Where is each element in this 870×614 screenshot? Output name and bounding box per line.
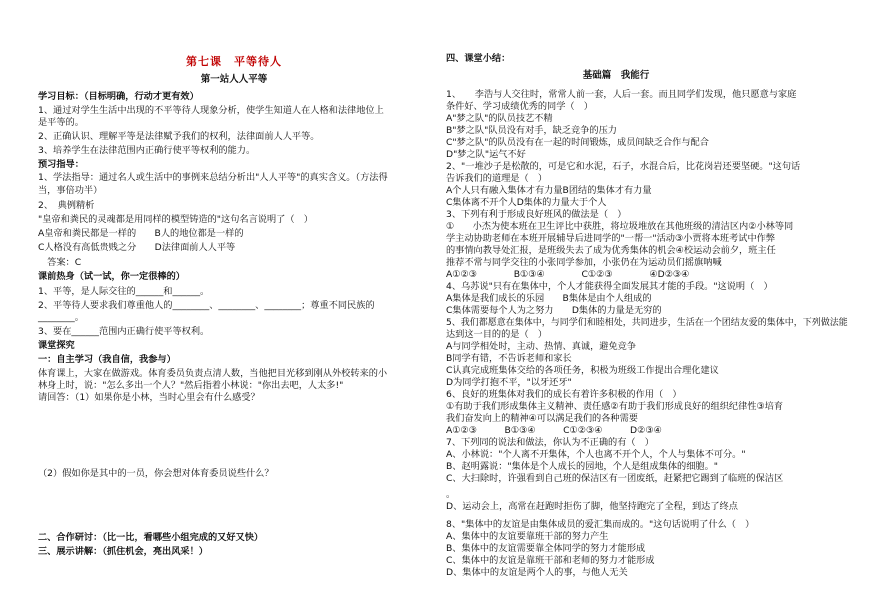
text-line: 推荐不常与同学交往的小张同学参加，小张仍在为运动员们摇旗呐喊	[446, 257, 722, 268]
text-line: C"梦之队"的队员没有在一起的时间锻炼，成员间缺乏合作与配合	[446, 137, 709, 148]
text-line: ① 小杰为使本班在卫生评比中获胜，将垃圾堆放在其他班级的清洁区内②小林等同	[446, 221, 794, 232]
text-line: 请回答：（1）如果你是小林，当时心里会有什么感受？	[38, 392, 260, 403]
text-line: 3、要在______范围内正确行使平等权利。	[38, 326, 210, 337]
text-line: 二、合作研讨：（比一比，看哪些小组完成的又好又快）	[38, 532, 264, 543]
text-line: 学主动协助老师在本班开展辅导后进同学的"一帮一"活动③小贾将本班考试中作弊	[446, 233, 776, 244]
text-line: C、集体中的友谊是靠班干部和老师的努力才能形成	[446, 555, 655, 566]
text-line: 1、通过对学生生活中出现的不平等待人现象分析，使学生知道人在人格和法律地位上	[38, 105, 384, 116]
text-line: C、大扫除时，许强看到自己班的保洁区有一团废纸，赶紧把它踢到了临班的保洁区	[446, 473, 784, 484]
text-line: 三、展示讲解：（抓住机会，亮出风采！）	[38, 546, 208, 557]
text-line: 2、"一堆沙子是松散的，可是它和水泥，石子，水混合后，比花岗岩还要坚硬。"这句话	[446, 161, 801, 172]
text-line: 5、我们都愿意在集体中，与同学们和睦相处，共同进步，生活在一个团结友爱的集体中，下列做法能	[446, 318, 848, 328]
text-line: 3、培养学生在法律范围内正确行使平等权利的能力。	[38, 145, 256, 156]
text-line: A①②③ B①③④ C①②③④ D②③④	[446, 425, 662, 436]
text-line: B"梦之队"队员没有对手，缺乏竞争的压力	[446, 125, 617, 136]
text-line: 的事情向教导处汇报，是班级失去了成为优秀集体的机会④校运动会前夕，班主任	[446, 245, 776, 256]
text-line: A个人只有融入集体才有力量B团结的集体才有力量	[446, 185, 652, 196]
text-line: "皇帝和粪民的灵魂都是用同样的模型铸造的"这句名言说明了（ ）	[38, 214, 313, 225]
text-line: C认真完成班集体交给的各项任务，积极为班级工作提出合理化建议	[446, 365, 719, 376]
text-line: A①②③ B①③④ C①②③ ④D②③④	[446, 269, 690, 280]
text-line: 1、学法指导：通过名人或生活中的事例来总结分析出"人人平等"的真实含义。（方法得	[38, 172, 388, 183]
text-line: ________。	[38, 312, 84, 323]
text-line: 8、"集体中的友谊是由集体成员的爱汇集而成的。"这句话说明了什么（ ）	[446, 519, 755, 530]
text-line: 7、下列同的说法和做法，你认为不正确的有（ ）	[446, 437, 654, 448]
text-line: 。	[446, 489, 456, 500]
text-line: 林身上时，说："怎么多出一个人？"然后指着小林说："你出去吧，人太多!"	[38, 380, 344, 391]
text-line: （2）假如你是其中的一员，你会想对体育委员说些什么？	[38, 468, 274, 479]
section-subtitle: 第一站人人平等	[200, 74, 268, 85]
text-line: B、集体中的友谊需要靠全体同学的努力才能形成	[446, 543, 646, 554]
lesson-title: 第七课 平等待人	[186, 55, 282, 68]
text-line: 课堂探究	[38, 340, 75, 351]
text-line: 我们奋发向上的精神④可以满足我们的各种需要	[446, 413, 638, 424]
text-line: D为同学打抱不平，"以牙还牙"	[446, 377, 572, 388]
text-line: 当，事倍功半）	[38, 185, 103, 196]
text-line: 2、 典例精析	[38, 200, 95, 211]
text-line: 一：自主学习（我自信，我参与）	[38, 354, 176, 365]
text-line: D、运动会上，高常在赶跑时拒伤了脚，他坚持跑完了全程，到达了终点	[446, 501, 738, 512]
text-line: 1、平等，是人际交往的______和______。	[38, 286, 210, 297]
text-line: A、集体中的友谊要靠班干部的努力产生	[446, 531, 609, 542]
text-line: 课前热身（试一试，你一定很棒的）	[38, 271, 185, 282]
text-line: A皇帝和粪民都是一样的 B人的地位都是一样的	[38, 228, 244, 239]
text-line: D、集体中的友谊是两个人的事，与他人无关	[446, 567, 628, 578]
summary-header: 四、课堂小结：	[446, 53, 511, 64]
text-line: 6、良好的班集体对我们的成长有着许多积极的作用（ ）	[446, 389, 682, 400]
text-line: A集体是我们成长的乐园 B集体是由个人组成的	[446, 293, 652, 304]
text-line: C人格没有高低贵贱之分 D法律面前人人平等	[38, 242, 236, 253]
text-line: 4、乌苏说"只有在集体中，个人才能获得全面发展其才能的手段。"这说明（ ）	[446, 281, 773, 292]
text-line: A与同学相处时，主动、热情、真诚，避免竞争	[446, 341, 637, 352]
basic-section-title: 基础篇 我能行	[582, 70, 650, 81]
text-line: D"梦之队"运气不好	[446, 149, 526, 160]
text-line: 2、正确认识、理解平等是法律赋予我们的权利，法律面前人人平等。	[38, 131, 320, 142]
text-line: 2、平等待人要求我们尊重他人的________、________、________；尊重不同民族的	[38, 300, 375, 311]
text-line: 条件好、学习成绩优秀的同学（ ）	[446, 101, 593, 112]
text-line: 预习指导：	[38, 159, 84, 170]
text-line: 是平等的。	[38, 117, 84, 128]
text-line: 达到这一目的的是（ ）	[446, 329, 548, 340]
text-line: 学习目标：（目标明确，行动才更有效）	[38, 91, 199, 102]
text-line: B、赵明露说："集体是个人成长的园地，个人是组成集体的细胞。"	[446, 461, 719, 472]
text-line: 3、下列有利于形成良好班风的做法是（ ）	[446, 209, 627, 220]
text-line: A"梦之队"的队员技艺不精	[446, 113, 553, 124]
text-line: 告诉我们的道理是（ ）	[446, 173, 548, 184]
text-line: ①有助于我们形成集体主义精神、责任感②有助于我们形成良好的组织纪律性③培育	[446, 401, 784, 412]
text-line: 体育课上，大家在做游戏。体育委员负责点清人数，当他把目光移到刚从外校转来的小	[38, 368, 388, 379]
text-line: C集体离不开个人D集体的力量大于个人	[446, 197, 607, 208]
text-line: B同学有错，不告诉老师和家长	[446, 353, 572, 364]
text-line: C集体需要每个人为之努力 D集体的力量是无穷的	[446, 305, 662, 316]
text-line: A、小林说："个人离不开集体，个人也离不开个人，个人与集体不可分。"	[446, 449, 746, 460]
text-line: 1、 李浩与人交往时，常常人前一套，人后一套。而且同学们发现，他只愿意与家庭	[446, 89, 797, 100]
text-line: 答案：C	[38, 257, 82, 268]
